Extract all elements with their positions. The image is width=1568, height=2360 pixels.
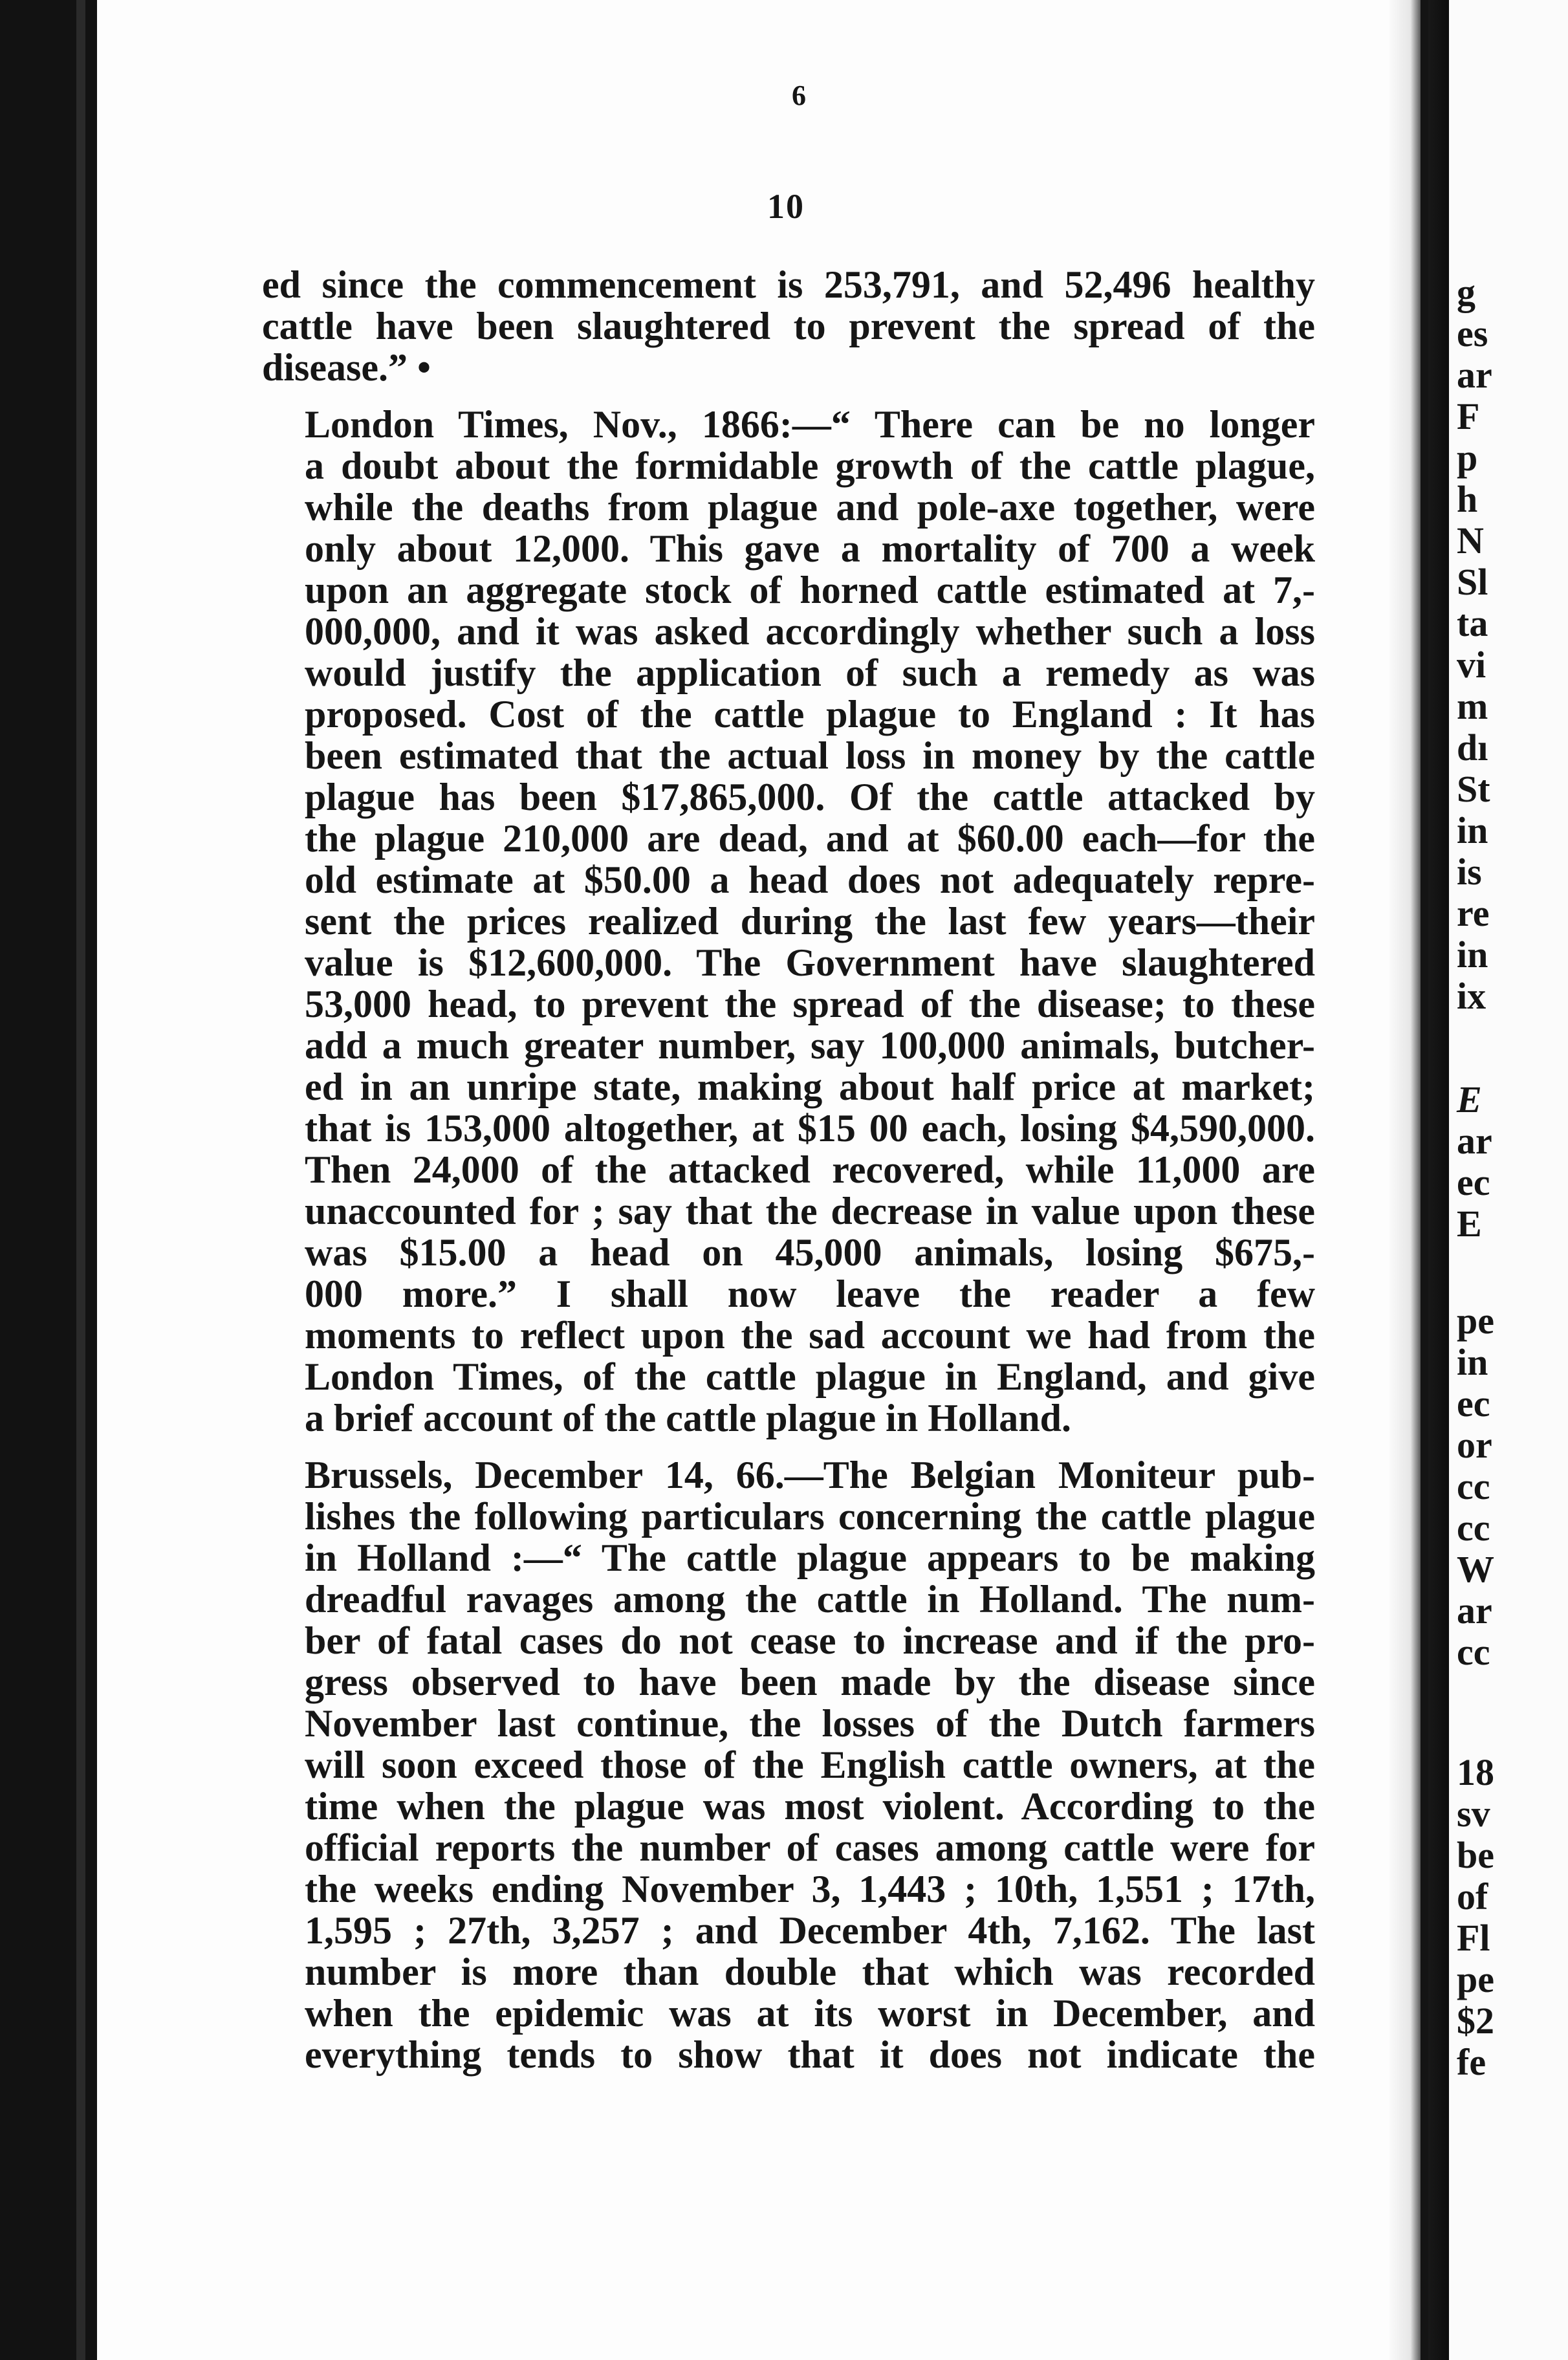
facing-page-text-fragment: W — [1457, 1548, 1494, 1590]
text-line: would justify the application of such a remedy as was — [305, 651, 1315, 694]
facing-page-text-fragment: ar — [1457, 1120, 1492, 1162]
text-line: everything tends to show that it does not indicate the — [305, 2033, 1315, 2076]
text-line: London Times, Nov., 1866:—“ There can be no longer — [305, 403, 1315, 446]
text-line: time when the plague was most violent. According to the — [305, 1785, 1315, 1828]
text-line: the plague 210,000 are dead, and at $60.00 each—for the — [305, 817, 1315, 860]
facing-page-text-fragment: cc — [1457, 1631, 1490, 1673]
facing-page-fragment — [1449, 0, 1568, 2360]
facing-page-text-fragment: Sl — [1457, 561, 1488, 603]
facing-page-text-fragment: g — [1457, 271, 1475, 313]
text-line: was $15.00 a head on 45,000 animals, losing $675,- — [305, 1231, 1315, 1274]
text-line: 000 more.” I shall now leave the reader a few — [305, 1273, 1315, 1315]
facing-page-text-fragment: ar — [1457, 1590, 1492, 1632]
text-line: ed in an unripe state, making about half price at market; — [305, 1065, 1315, 1108]
text-line: will soon exceed those of the English cattle owners, at the — [305, 1743, 1315, 1786]
facing-page-text-fragment: p — [1457, 437, 1478, 479]
facing-page-text-fragment: es — [1457, 312, 1488, 355]
facing-page-text-fragment: pe — [1457, 1958, 1494, 2000]
body-text — [262, 264, 1315, 2091]
text-line: lishes the following particulars concerning the cattle plague — [305, 1495, 1315, 1538]
facing-page-text-fragment: E — [1457, 1203, 1482, 1245]
text-line: a brief account of the cattle plague in Holland. — [305, 1397, 1071, 1439]
text-line: in Holland :—“ The cattle plague appears to be making — [305, 1536, 1315, 1579]
facing-page-text-fragment: cc — [1457, 1465, 1490, 1507]
text-line: disease.” • — [262, 346, 431, 389]
facing-page-text-fragment: ec — [1457, 1382, 1490, 1425]
text-line: that is 153,000 altogether, at $15 00 each, losing $4,590,000. — [305, 1107, 1315, 1150]
text-line: Brussels, December 14, 66.—The Belgian Moniteur pub- — [305, 1454, 1315, 1496]
facing-page-text-fragment: 18 — [1457, 1751, 1494, 1793]
text-line: ed since the commencement is 253,791, and 52,496 healthy — [262, 263, 1315, 306]
text-line: gress observed to have been made by the disease since — [305, 1661, 1315, 1703]
text-line: unaccounted for ; say that the decrease in value upon these — [305, 1190, 1315, 1232]
text-line: number is more than double that which was recorded — [305, 1950, 1315, 1993]
facing-page-text-fragment: or — [1457, 1424, 1492, 1466]
facing-page-text-fragment: E — [1457, 1078, 1482, 1120]
facing-page-text-fragment: in — [1457, 1341, 1488, 1383]
facing-page-text-fragment: ix — [1457, 975, 1486, 1017]
text-line: official reports the number of cases among cattle were for — [305, 1826, 1315, 1869]
text-line: cattle have been slaughtered to prevent the spread of the — [262, 305, 1315, 347]
text-line: 1,595 ; 27th, 3,257 ; and December 4th, 7,162. The last — [305, 1909, 1315, 1952]
paragraph-continuation — [262, 264, 1315, 388]
page-gutter — [1389, 0, 1449, 2360]
text-line: add a much greater number, say 100,000 animals, butcher- — [305, 1024, 1315, 1067]
facing-page-text-fragment: $2 — [1457, 2000, 1494, 2042]
facing-page-text-fragment: re — [1457, 892, 1490, 934]
facing-page-text-fragment: cc — [1457, 1507, 1490, 1549]
page-number: 10 — [767, 187, 805, 226]
binding-crease — [76, 0, 85, 2360]
facing-page-text-fragment: m — [1457, 685, 1488, 727]
facing-page-text-fragment: dı — [1457, 727, 1488, 769]
facing-page-text-fragment: sv — [1457, 1793, 1490, 1835]
text-line: been estimated that the actual loss in money by the cattle — [305, 734, 1315, 777]
text-line: plague has been $17,865,000. Of the cattle attacked by — [305, 776, 1315, 818]
gutter-shadow — [1421, 0, 1428, 2360]
paragraph-brussels — [262, 1454, 1315, 2075]
text-line: London Times, of the cattle plague in England, and give — [305, 1355, 1315, 1398]
facing-page-text-fragment: F — [1457, 395, 1480, 437]
facing-page-text-fragment: of — [1457, 1875, 1488, 1917]
text-line: moments to reflect upon the sad account we had from the — [305, 1314, 1315, 1357]
text-line: value is $12,600,000. The Government have slaughtered — [305, 941, 1315, 984]
text-line: while the deaths from plague and pole-axe together, were — [305, 486, 1315, 529]
text-line: November last continue, the losses of the Dutch farmers — [305, 1702, 1315, 1745]
text-line: only about 12,000. This gave a mortality of 700 a week — [305, 527, 1315, 570]
left-binding-edge — [0, 0, 97, 2360]
text-line: the weeks ending November 3, 1,443 ; 10th, 1,551 ; 17th, — [305, 1868, 1315, 1910]
text-line: 53,000 head, to prevent the spread of the disease; to these — [305, 983, 1315, 1025]
text-line: ber of fatal cases do not cease to increase and if the pro- — [305, 1619, 1315, 1662]
text-line: Then 24,000 of the attacked recovered, while 11,000 are — [305, 1148, 1315, 1191]
facing-page-text-fragment: in — [1457, 934, 1488, 976]
facing-page-text-fragment: fe — [1457, 2041, 1486, 2083]
text-line: old estimate at $50.00 a head does not adequately repre- — [305, 858, 1315, 901]
facing-page-text-fragment: in — [1457, 809, 1488, 851]
text-line: proposed. Cost of the cattle plague to England : It has — [305, 693, 1315, 736]
text-line: a doubt about the formidable growth of the cattle plague, — [305, 444, 1315, 487]
facing-page-text-fragment: ec — [1457, 1161, 1490, 1203]
facing-page-text-fragment: is — [1457, 851, 1482, 893]
facing-page-text-fragment: h — [1457, 478, 1478, 520]
text-line: dreadful ravages among the cattle in Holland. The num- — [305, 1578, 1315, 1621]
facing-page-text-fragment: Fl — [1457, 1917, 1490, 1959]
paragraph-london-times — [262, 404, 1315, 1439]
facing-page-text-fragment: N — [1457, 519, 1484, 562]
facing-page-text-fragment: be — [1457, 1834, 1494, 1876]
text-line: upon an aggregate stock of horned cattle estimated at 7,- — [305, 569, 1315, 611]
facing-page-text-fragment: ar — [1457, 354, 1492, 396]
facing-page-text-fragment: ta — [1457, 602, 1488, 644]
facing-page-text-fragment: vi — [1457, 644, 1486, 686]
facing-page-text-fragment: pe — [1457, 1300, 1494, 1342]
printer-mark: 6 — [792, 80, 806, 111]
text-line: when the epidemic was at its worst in December, and — [305, 1992, 1315, 2035]
text-line: sent the prices realized during the last few years—their — [305, 900, 1315, 943]
facing-page-text-fragment: St — [1457, 768, 1490, 810]
text-line: 000,000, and it was asked accordingly whether such a loss — [305, 610, 1315, 653]
